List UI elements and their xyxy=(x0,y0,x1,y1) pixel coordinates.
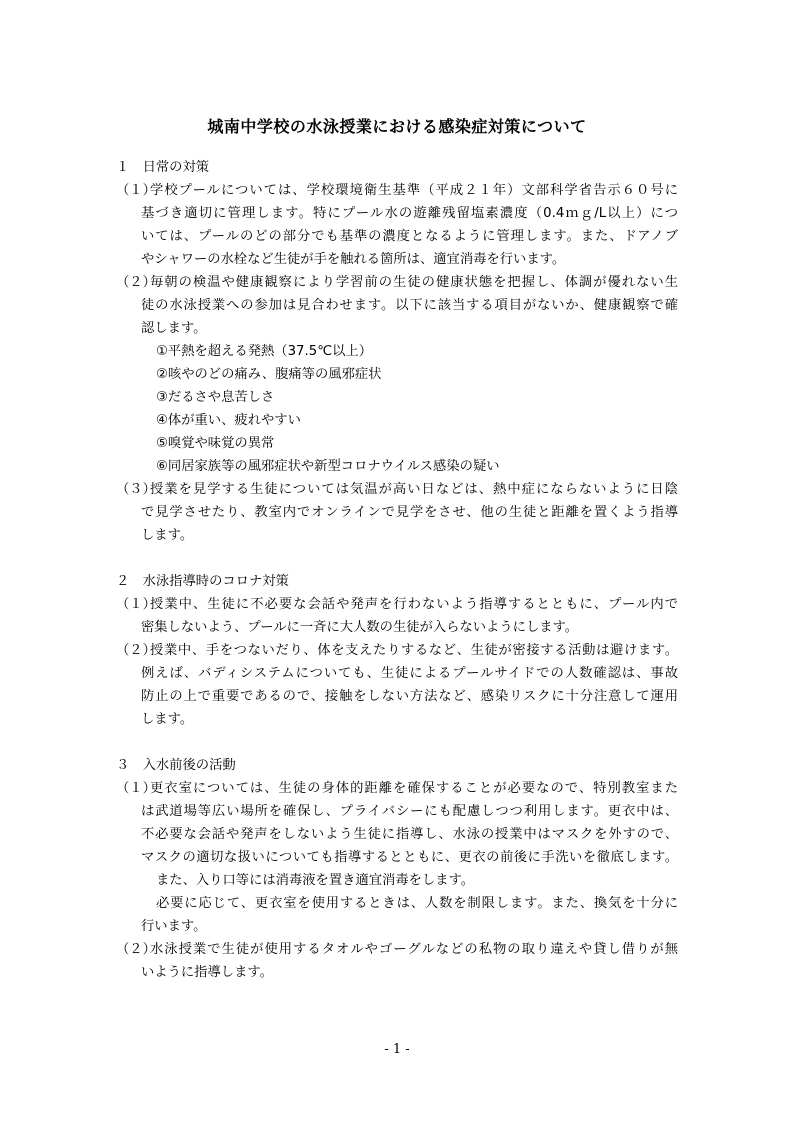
symptom-item: ③だるさや息苦しさ xyxy=(156,390,275,405)
page-number: - 1 - xyxy=(384,1042,410,1057)
paragraph-note: 必要に応じて、更衣室を使用するときは、人数を制限します。また、換気を十分に xyxy=(156,896,678,911)
paragraph-line: やシャワーの水栓など生徒が手を触れる箇所は、適宜消毒を行います。 xyxy=(141,252,566,267)
section-heading: ３ 入水前後の活動 xyxy=(116,758,236,773)
paragraph-line: で見学させたり、教室内でオンラインで見学をさせ、他の生徒と距離を置くよう指導 xyxy=(141,505,678,520)
paragraph-line: は武道場等広い場所を確保し、プライバシーにも配慮しつつ利用します。更衣中は、 xyxy=(141,804,678,819)
section-heading: ２ 水泳指導時のコロナ対策 xyxy=(116,574,289,589)
paragraph-number: （２） xyxy=(116,942,156,957)
paragraph-line: 防止の上で重要であるので、接触をしない方法など、感染リスクに十分注意して運用 xyxy=(141,689,678,704)
section-heading: １ 日常の対策 xyxy=(116,160,210,175)
symptom-item: ②咳やのどの痛み、腹痛等の風邪症状 xyxy=(156,367,382,382)
paragraph-note: また、入り口等には消毒液を置き適宜消毒をします。 xyxy=(156,873,475,888)
paragraph-line: マスクの適切な扱いについても指導するとともに、更衣の前後に手洗いを徹底します。 xyxy=(141,850,678,865)
paragraph-number: （１） xyxy=(116,183,156,198)
document-title: 城南中学校の水泳授業における感染症対策について xyxy=(207,117,587,136)
paragraph-line: 密集しないよう、プールに一斉に大人数の生徒が入らないようにします。 xyxy=(141,620,579,635)
paragraph-line: いように指導します。 xyxy=(141,965,273,980)
paragraph-line: 授業を見学する生徒については気温が高い日などは、熱中症にならないように日陰 xyxy=(150,482,678,497)
symptom-item: ⑥同居家族等の風邪症状や新型コロナウイルス感染の疑い xyxy=(156,459,500,474)
paragraph-number: （１） xyxy=(116,597,156,612)
paragraph-line: します。 xyxy=(141,528,194,543)
symptom-item: ④体が重い、疲れやすい xyxy=(156,413,301,428)
paragraph-line: 毎朝の検温や健康観察により学習前の生徒の健康状態を把握し、体調が優れない生 xyxy=(150,275,678,290)
paragraph-line: 例えば、バディシステムについても、生徒によるプールサイドでの人数確認は、事故 xyxy=(141,666,678,681)
paragraph-number: （２） xyxy=(116,275,156,290)
paragraph-line: 基づき適切に管理します。特にプール水の遊離残留塩素濃度（0.4ｍｇ/L以上）につ xyxy=(141,206,678,221)
paragraph-line: します。 xyxy=(141,712,194,727)
paragraph-line: 認します。 xyxy=(141,321,207,336)
paragraph-line: 更衣室については、生徒の身体的距離を確保することが必要なので、特別教室また xyxy=(150,781,678,796)
paragraph-line: 授業中、生徒に不必要な会話や発声を行わないよう指導するとともに、プール内で xyxy=(150,597,678,612)
paragraph-number: （２） xyxy=(116,643,156,658)
paragraph-line: 学校プールについては、学校環境衛生基準（平成２１年）文部科学省告示６０号に xyxy=(150,183,678,198)
paragraph-note: 行います。 xyxy=(141,919,207,934)
symptom-item: ⑤嗅覚や味覚の異常 xyxy=(156,436,275,451)
symptom-item: ①平熱を超える発熱（37.5℃以上） xyxy=(156,344,373,359)
paragraph-line: 授業中、手をつないだり、体を支えたりするなど、生徒が密接する活動は避けます。 xyxy=(150,643,678,658)
paragraph-line: 徒の水泳授業への参加は見合わせます。以下に該当する項目がないか、健康観察で確 xyxy=(141,298,678,313)
paragraph-line: 不必要な会話や発声をしないよう生徒に指導し、水泳の授業中はマスクを外すので、 xyxy=(141,827,678,842)
paragraph-number: （１） xyxy=(116,781,156,796)
paragraph-line: いては、プールのどの部分でも基準の濃度となるように管理します。また、ドアノブ xyxy=(141,229,678,244)
paragraph-line: 水泳授業で生徒が使用するタオルやゴーグルなどの私物の取り違えや貸し借りが無 xyxy=(150,942,678,957)
paragraph-number: （３） xyxy=(116,482,156,497)
